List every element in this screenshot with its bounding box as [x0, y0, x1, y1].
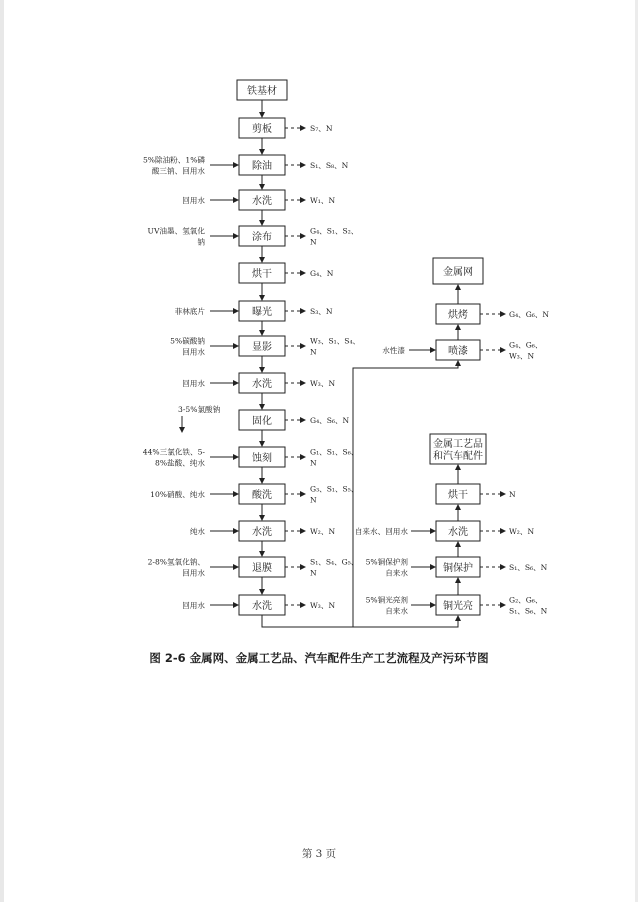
right-bottom-step-2-label: 烘干: [448, 490, 468, 501]
spray-output: W₃、N: [509, 351, 535, 361]
left-step-3-output: S₁、S₈、N: [310, 161, 349, 170]
right-bottom-step-4-input: 自来水: [385, 568, 408, 578]
right-bottom-step-2-output: N: [509, 490, 516, 499]
left-step-10-output: G₄、S₆、N: [310, 416, 350, 425]
left-step-6-label: 烘干: [252, 269, 272, 280]
bake-output: G₄、G₆、N: [509, 310, 550, 319]
left-step-8-output: W₃、S₁、S₄、: [310, 336, 361, 346]
left-step-3-label: 除油: [252, 161, 272, 172]
left-step-14-output: N: [310, 568, 317, 578]
left-step-5-label: 涂布: [252, 232, 272, 243]
left-step-1-label: 铁基材: [247, 86, 277, 97]
right-bottom-step-5-input: 5%铜光亮剂: [365, 595, 408, 605]
left-step-5-input: 钠: [197, 237, 205, 247]
left-step-4-input: 回用水: [182, 196, 205, 205]
left-step-14-label: 退膜: [252, 563, 272, 574]
spray-output: G₄、G₆、: [509, 340, 543, 350]
right-bottom-step-3-label: 水洗: [448, 527, 468, 538]
left-step-4-output: W₁、N: [310, 196, 336, 205]
right-bottom-step-4-label: 铜保护: [443, 563, 473, 574]
etch-additive-label: 3-5%氯酸钠: [178, 405, 221, 414]
left-step-4-label: 水洗: [252, 196, 272, 207]
left-step-13-label: 水洗: [252, 527, 272, 538]
left-step-12-input: 10%硝酸、纯水: [150, 490, 205, 499]
left-step-6-output: G₄、N: [310, 269, 334, 278]
branch-to-polish-connector: [353, 616, 458, 627]
left-step-9-input: 回用水: [182, 379, 205, 388]
left-step-15-label: 水洗: [252, 601, 272, 612]
right-bottom-step-1-label: 金属工艺品: [433, 439, 483, 450]
left-step-11-output: G₁、S₁、S₆、: [310, 447, 359, 457]
spray-input: 水性漆: [382, 346, 405, 355]
left-step-13-input: 纯水: [189, 527, 205, 536]
left-step-9-label: 水洗: [252, 379, 272, 390]
left-step-8-output: N: [310, 347, 317, 357]
left-step-3-input: 酸三钠、回用水: [151, 166, 205, 176]
left-step-12-label: 酸洗: [252, 490, 272, 501]
right-bottom-step-3-output: W₂、N: [509, 527, 535, 536]
left-step-12-output: G₃、S₁、S₅、: [310, 484, 359, 494]
right-bottom-step-4-input: 5%铜保护剂: [365, 557, 408, 567]
left-step-14-input: 回用水: [182, 568, 205, 578]
left-step-3-input: 5%除油粉、1%磷: [142, 155, 205, 165]
right-bottom-step-3-input: 自来水、回用水: [354, 527, 408, 536]
left-step-5-input: UV油墨、氢氧化: [147, 226, 205, 236]
left-step-11-label: 蚀刻: [252, 453, 272, 464]
right-bottom-step-4-output: S₁、S₆、N: [509, 563, 548, 572]
page-number: 第 3 页: [301, 848, 337, 860]
left-step-13-output: W₂、N: [310, 527, 336, 536]
right-top-step-3-label: 喷漆: [448, 346, 468, 357]
left-step-11-input: 8%盐酸、纯水: [154, 458, 205, 468]
left-step-14-output: S₁、S₄、G₅、: [310, 557, 359, 567]
left-step-8-label: 显影: [252, 342, 272, 353]
left-step-7-input: 菲林底片: [174, 307, 205, 316]
right-bottom-step-5-output: S₁、S₆、N: [509, 606, 548, 616]
right-top-step-1-label: 金属网: [443, 267, 473, 278]
left-step-15-input: 回用水: [182, 601, 205, 610]
right-top-step-2-label: 烘烤: [448, 310, 468, 321]
left-step-8-input: 5%碳酸钠: [170, 336, 205, 346]
left-step-2-output: S₇、N: [310, 124, 333, 133]
left-step-11-output: N: [310, 458, 317, 468]
left-step-5-output: G₄、S₁、S₂、: [310, 226, 359, 236]
left-step-8-input: 回用水: [182, 347, 205, 357]
left-step-7-output: S₃、N: [310, 307, 333, 316]
left-step-12-output: N: [310, 495, 317, 505]
left-step-10-label: 固化: [252, 416, 272, 427]
left-step-15-output: W₃、N: [310, 601, 336, 610]
right-bottom-step-5-label: 铜光亮: [443, 601, 473, 612]
left-step-11-input: 44%三氯化铁、5-: [142, 447, 205, 457]
right-bottom-step-5-output: G₂、G₆、: [509, 595, 543, 605]
left-step-9-output: W₃、N: [310, 379, 336, 388]
left-step-14-input: 2-8%氢氧化钠、: [147, 557, 205, 567]
left-step-2-label: 剪板: [252, 124, 272, 135]
left-step-5-output: N: [310, 237, 317, 247]
right-bottom-step-5-input: 自来水: [385, 606, 408, 616]
left-step-7-label: 曝光: [252, 307, 272, 318]
right-bottom-step-1-label: 和汽车配件: [433, 451, 483, 462]
figure-caption: 图 2-6 金属网、金属工艺品、汽车配件生产工艺流程及产污环节图: [149, 651, 489, 665]
